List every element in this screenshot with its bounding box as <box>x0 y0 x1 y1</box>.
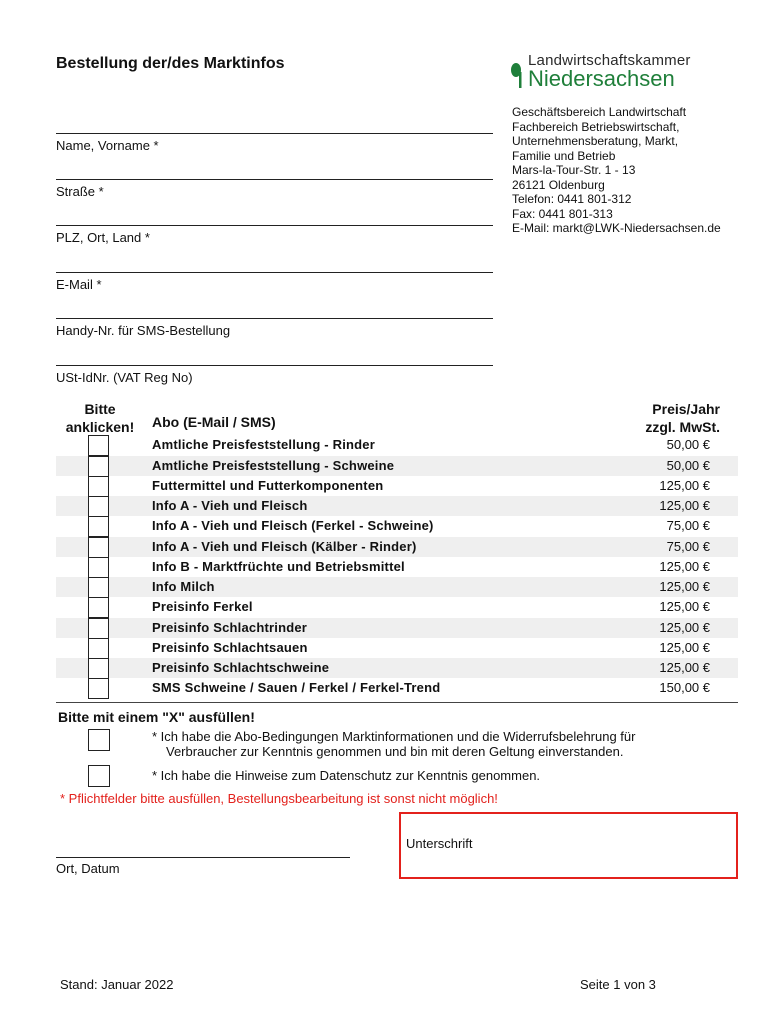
col-header-abo: Abo (E-Mail / SMS) <box>152 414 276 430</box>
row-name: Preisinfo Schlachtschweine <box>152 660 330 675</box>
mobile-field[interactable] <box>56 318 493 338</box>
row-price: 125,00 € <box>659 498 710 513</box>
col-header-click-line1: Bitte <box>84 401 116 417</box>
subscription-checkbox[interactable] <box>88 678 109 699</box>
row-name: Futtermittel und Futterkomponenten <box>152 478 384 493</box>
table-row <box>56 537 738 557</box>
subscription-checkbox[interactable] <box>88 557 109 578</box>
signature-box[interactable] <box>399 812 738 879</box>
table-divider <box>56 702 738 703</box>
col-header-price-line1: Preis/Jahr <box>652 401 720 417</box>
logo-line-1: Landwirtschaftskammer <box>528 52 691 69</box>
input-line[interactable] <box>56 179 493 180</box>
col-header-price-line2: zzgl. MwSt. <box>645 419 720 435</box>
input-line[interactable] <box>56 133 493 134</box>
table-row <box>56 577 738 597</box>
terms-line-2: Verbraucher zur Kenntnis genommen und bin mit deren Geltung einverstanden. <box>166 744 624 759</box>
input-line[interactable] <box>56 365 493 366</box>
table-row <box>56 476 738 496</box>
subscription-checkbox[interactable] <box>88 516 109 537</box>
row-price: 125,00 € <box>659 660 710 675</box>
subscription-checkbox[interactable] <box>88 618 109 639</box>
row-name: Info A - Vieh und Fleisch <box>152 498 308 513</box>
input-line[interactable] <box>56 272 493 273</box>
subscription-checkbox[interactable] <box>88 456 109 477</box>
address-line: Mars-la-Tour-Str. 1 - 13 <box>512 163 636 177</box>
address-line: Fachbereich Betriebswirtschaft, <box>512 119 680 134</box>
col-header-click <box>60 400 140 436</box>
terms-checkbox[interactable] <box>88 729 110 751</box>
footer-page: Seite 1 von 3 <box>580 977 656 992</box>
row-name: Amtliche Preisfeststellung - Schweine <box>152 458 395 473</box>
row-name: Info A - Vieh und Fleisch (Kälber - Rinder) <box>152 539 417 554</box>
leaf-logo-icon <box>510 58 526 88</box>
table-row <box>56 557 738 577</box>
row-price: 75,00 € <box>666 518 710 533</box>
address-line: Fax: 0441 801-313 <box>512 206 613 221</box>
footer-stand: Stand: Januar 2022 <box>60 977 174 992</box>
field-label: Straße * <box>56 184 104 199</box>
table-row <box>56 638 738 658</box>
place-date-label: Ort, Datum <box>56 861 120 876</box>
row-price: 125,00 € <box>659 579 710 594</box>
subscription-checkbox[interactable] <box>88 577 109 598</box>
subscription-checkbox[interactable] <box>88 658 109 679</box>
table-row <box>56 496 738 516</box>
name-field[interactable] <box>56 133 493 153</box>
signature-label: Unterschrift <box>406 836 473 851</box>
row-name: Preisinfo Schlachtrinder <box>152 620 308 635</box>
subscription-checkbox[interactable] <box>88 435 109 456</box>
table-row <box>56 597 738 617</box>
row-price: 150,00 € <box>659 680 710 695</box>
table-row <box>56 658 738 678</box>
row-name: Amtliche Preisfeststellung - Rinder <box>152 437 375 452</box>
address-line: Unternehmensberatung, Markt, <box>512 134 679 148</box>
field-label: E-Mail * <box>56 277 102 292</box>
subscription-checkbox[interactable] <box>88 476 109 497</box>
form-title: Bestellung der/des Marktinfos <box>56 55 285 72</box>
vat-field[interactable] <box>56 365 493 385</box>
postal-city-field[interactable] <box>56 225 493 245</box>
field-label: PLZ, Ort, Land * <box>56 230 150 245</box>
address-block <box>512 105 721 236</box>
privacy-checkbox[interactable] <box>88 765 110 787</box>
row-price: 125,00 € <box>659 559 710 574</box>
row-name: SMS Schweine / Sauen / Ferkel / Ferkel-Trend <box>152 680 441 695</box>
table-row <box>56 435 738 455</box>
row-name: Preisinfo Ferkel <box>152 599 253 614</box>
row-price: 50,00 € <box>666 437 710 452</box>
row-price: 125,00 € <box>659 640 710 655</box>
row-price: 125,00 € <box>659 599 710 614</box>
table-row <box>56 618 738 638</box>
col-header-click-line2: anklicken! <box>65 419 135 435</box>
subscription-checkbox[interactable] <box>88 537 109 558</box>
row-name: Info B - Marktfrüchte und Betriebsmittel <box>152 559 405 574</box>
row-name: Info Milch <box>152 579 215 594</box>
required-note: * Pflichtfelder bitte ausfüllen, Bestellungsbearbeitung ist sonst nicht möglich! <box>60 791 498 806</box>
logo-line-2: Niedersachsen <box>528 66 675 91</box>
col-header-price <box>600 400 720 436</box>
input-line[interactable] <box>56 318 493 319</box>
row-price: 125,00 € <box>659 478 710 493</box>
terms-text <box>152 729 635 759</box>
terms-line-1: * Ich habe die Abo-Bedingungen Marktinformationen und die Widerrufsbelehrung für <box>152 729 636 744</box>
address-line: 26121 Oldenburg <box>512 177 605 192</box>
subscription-checkbox[interactable] <box>88 597 109 618</box>
table-row <box>56 516 738 536</box>
consent-heading: Bitte mit einem "X" ausfüllen! <box>58 709 255 725</box>
street-field[interactable] <box>56 179 493 199</box>
row-price: 75,00 € <box>666 539 710 554</box>
address-line: E-Mail: markt@LWK-Niedersachsen.de <box>512 221 721 235</box>
field-label: Name, Vorname * <box>56 138 159 153</box>
email-field[interactable] <box>56 272 493 292</box>
row-price: 125,00 € <box>659 620 710 635</box>
table-row <box>56 456 738 476</box>
address-line: Geschäftsbereich Landwirtschaft <box>512 105 687 119</box>
subscription-checkbox[interactable] <box>88 638 109 659</box>
lwk-logo <box>510 52 750 94</box>
row-name: Info A - Vieh und Fleisch (Ferkel - Schweine) <box>152 518 434 533</box>
subscription-checkbox[interactable] <box>88 496 109 517</box>
row-name: Preisinfo Schlachtsauen <box>152 640 308 655</box>
place-date-line[interactable] <box>56 857 350 858</box>
table-row <box>56 678 738 698</box>
field-label: USt-IdNr. (VAT Reg No) <box>56 370 193 385</box>
privacy-text: * Ich habe die Hinweise zum Datenschutz zur Kenntnis genommen. <box>152 768 541 783</box>
field-label: Handy-Nr. für SMS-Bestellung <box>56 323 231 338</box>
address-line: Telefon: 0441 801-312 <box>512 192 632 206</box>
row-price: 50,00 € <box>666 458 710 473</box>
input-line[interactable] <box>56 225 493 226</box>
address-line: Familie und Betrieb <box>512 148 616 163</box>
